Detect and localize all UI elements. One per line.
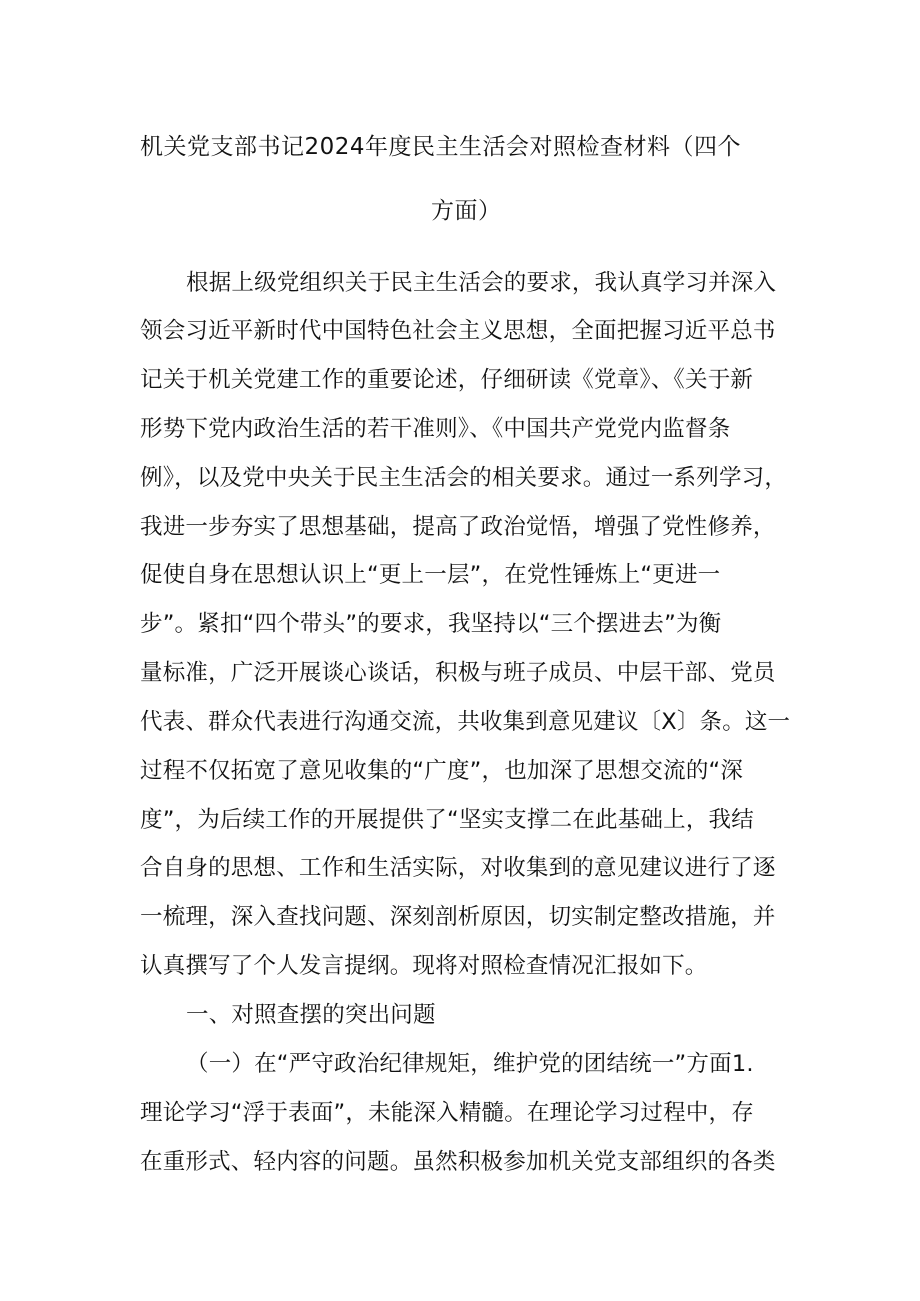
body-line: 领会习近平新时代中国特色社会主义思想，全面把握习近平总书 xyxy=(140,318,776,344)
body-line: 一梳理，深入查找问题、深刻剖析原因，切实制定整改措施，并 xyxy=(140,904,776,930)
body-line: 过程不仅拓宽了意见收集的“广度”，也加深了思想交流的“深 xyxy=(140,758,744,784)
body-line: 形势下党内政治生活的若干准则》、《中国共产党党内监督条 xyxy=(140,416,731,442)
document-title-line-1: 机关党支部书记2024年度民主生活会对照检查材料（四个 xyxy=(140,134,742,160)
body-line: 根据上级党组织关于民主生活会的要求，我认真学习并深入 xyxy=(186,270,777,296)
document-title-line-2: 方面） xyxy=(431,198,502,224)
body-line: 量标准，广泛开展谈心谈话，积极与班子成员、中层干部、党员 xyxy=(140,660,776,686)
section-heading: 一、对照查摆的突出问题 xyxy=(186,1002,436,1028)
body-line: 例》，以及党中央关于民主生活会的相关要求。通过一系列学习， xyxy=(140,465,788,491)
body-line: 理论学习“浮于表面”，未能深入精髓。在理论学习过程中，存 xyxy=(140,1100,754,1126)
body-line: 我进一步夯实了思想基础，提高了政治觉悟，增强了党性修养， xyxy=(140,514,776,540)
body-line: 记关于机关党建工作的重要论述，仔细研读《党章》、《关于新 xyxy=(140,367,754,393)
body-line: 认真撰写了个人发言提纲。现将对照检查情况汇报如下。 xyxy=(140,953,708,979)
body-line: 在重形式、轻内容的问题。虽然积极参加机关党支部组织的各类 xyxy=(140,1149,776,1175)
body-line: 促使自身在思想认识上“更上一层”，在党性锤炼上“更进一 xyxy=(140,562,721,588)
body-line: 合自身的思想、工作和生活实际，对收集到的意见建议进行了逐 xyxy=(140,855,776,881)
body-line: 步”。紧扣“四个带头”的要求，我坚持以“三个摆进去”为衡 xyxy=(140,611,722,637)
body-line: 度”，为后续工作的开展提供了“坚实支撑二在此基础上，我结 xyxy=(140,807,754,833)
subsection-heading: （一）在“严守政治纪律规矩，维护党的团结统一”方面1. xyxy=(186,1051,754,1077)
body-line: 代表、群众代表进行沟通交流，共收集到意见建议〔X〕条。这一 xyxy=(140,709,791,735)
